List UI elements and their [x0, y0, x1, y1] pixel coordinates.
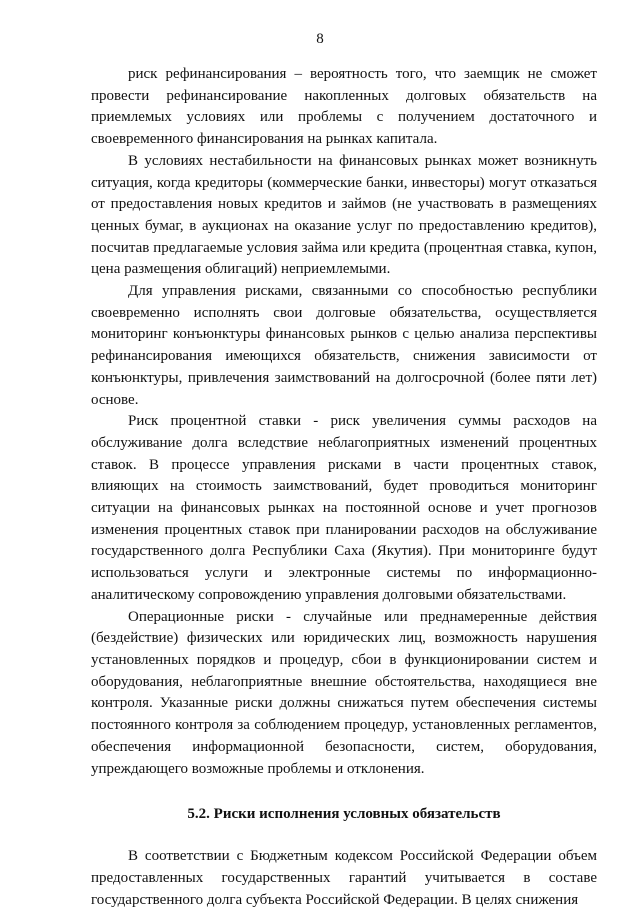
paragraph-risk-management: Для управления рисками, связанными со способностью республики своевременно исполнять свои долговые обязательства, осуществляется мониторинг конъюнктуры финансовых рынков с целью анализа перспективы рефинансирования имеющихся обязательств, снижения зависимости от конъюнктуры, привлечения заимствований на долгосрочной (более пяти лет) основе. [91, 283, 597, 408]
document-body [91, 64, 597, 911]
page-number: 8 [316, 31, 324, 47]
paragraph-interest-rate-risk: Риск процентной ставки - риск увеличения суммы расходов на обслуживание долга вследствие неблагоприятных изменений процентных ставок. В процессе управления рисками в части процентных ставок, влияющих на стоимость заимствований, будет проводиться мониторинг ситуации на финансовых рынках на постоянной основе и учет прогнозов изменения процентных ставок при планировании расходов на обслуживание государственного долга Республики Саха (Якутия). При мониторинге будут использоваться услуги и электронные системы по информационно-аналитическому сопровождению управления долговыми обязательствами. [91, 413, 597, 603]
paragraph-refinancing-risk: риск рефинансирования – вероятность того, что заемщик не сможет провести рефинансирование накопленных долговых обязательств на приемлемых условиях или проблемы с получением достаточного и своевременного финансирования на рынках капитала. [91, 66, 597, 148]
section-heading: 5.2. Риски исполнения условных обязательств [187, 806, 501, 823]
paragraph-operational-risks: Операционные риски - случайные или преднамеренные действия (бездействие) физических или юридических лиц, возможность нарушения установленных порядков и процедур, сбои в функционировании систем и оборудования, неблагоприятные внешние обстоятельства, находящиеся вне контроля. Указанные риски должны снижаться путем обеспечения системы постоянного контроля за соблюдением процедур, установленных регламентов, обеспечения информационной безопасности, систем, оборудования, упреждающего возможные проблемы и отклонения. [91, 608, 597, 777]
paragraph-budget-code: В соответствии с Бюджетным кодексом Российской Федерации объем предоставленных государственных гарантий учитывается в составе государственного долга субъекта Российской Федерации. В целях снижения [91, 848, 597, 908]
paragraph-market-instability: В условиях нестабильности на финансовых рынках может возникнуть ситуация, когда кредиторы (коммерческие банки, инвесторы) могут отказаться от предоставления новых кредитов и займов (не участвовать в размещениях ценных бумаг, в аукционах на оказание услуг по предоставлению кредитов), посчитав предлагаемые условия займа или кредита (процентная ставка, купон, цена размещения облигаций) неприемлемыми. [91, 152, 597, 278]
